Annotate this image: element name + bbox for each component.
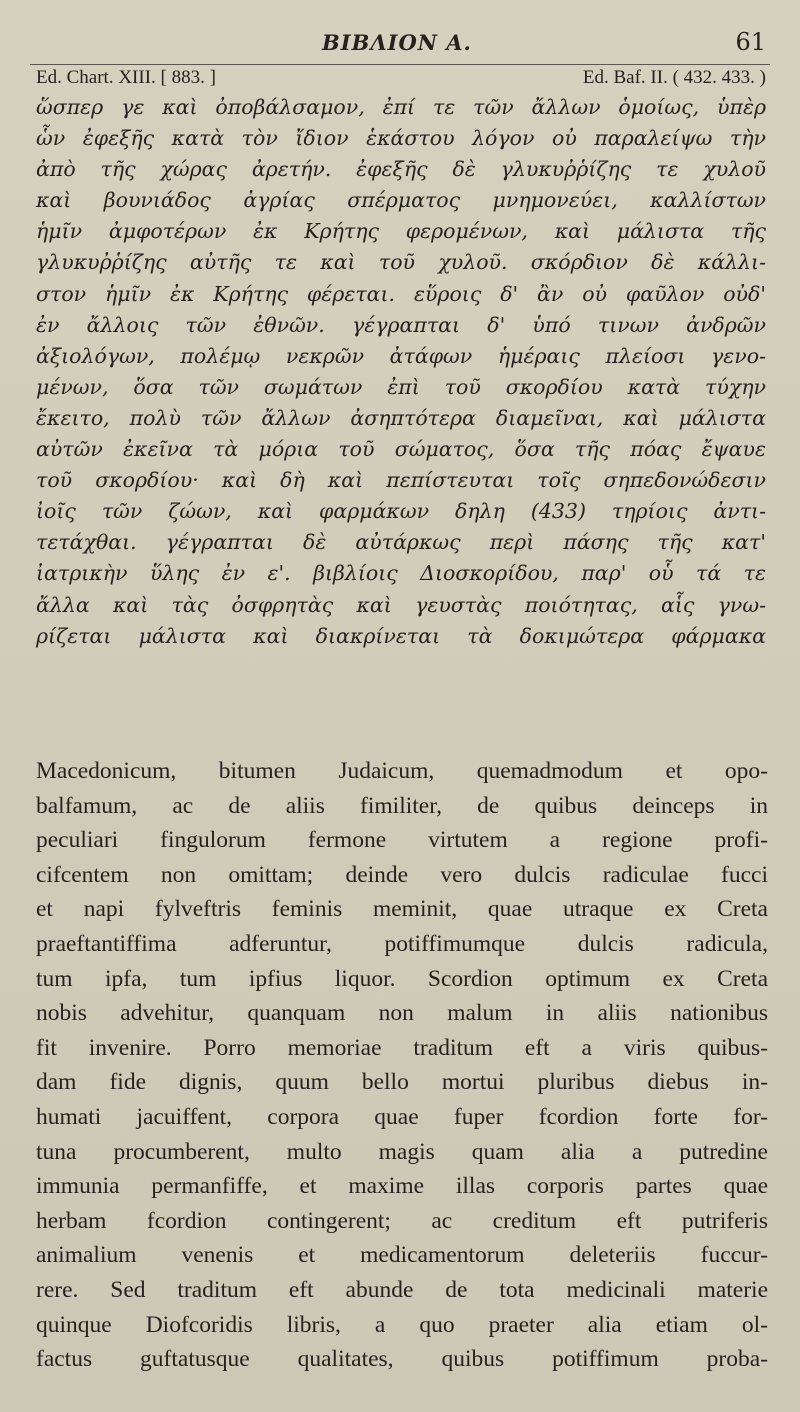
greek-text-line: ὥσπερ γε καὶ ὀποβάλσαμον, ἐπί τε τῶν ἄλλων ὁμοίως, ὑπὲρ [36,95,766,119]
latin-text-line: animalium venenis et medicamentorum deleteriis fuccur- [36,1242,768,1269]
greek-text-line: ἰατρικὴν ὕλης ἐν ε'. βιβλίοις Διοσκορίδου, παρ' οὗ τά τε [36,561,766,586]
greek-text-line: ἡμῖν ἀμφοτέρων ἐκ Κρήτης φερομένων, καὶ μάλιστα τῆς [36,219,766,244]
greek-text-line: ἔκειτο, πολὺ τῶν ἄλλων ἀσηπτότερα διαμεῖναι, καὶ μάλιστα [36,405,766,430]
edition-reference-line [36,67,766,93]
greek-text-line: ἰοῖς τῶν ζώων, καὶ φαρμάκων δηλη (433) τηρίοις ἀντι- [36,499,766,524]
greek-text-line: γλυκυῤῥίζης αὐτῆς τε καὶ τοῦ χυλοῦ. σκόρδιον δὲ κάλλι- [36,250,766,275]
latin-text-line: herbam fcordion contingerent; ac creditum eft putriferis [36,1207,768,1234]
greek-text-block [36,92,766,652]
greek-text-line: ἄλλα καὶ τὰς ὀσφρητὰς καὶ γευστὰς ποιότητας, αἷς γνω- [36,592,766,617]
header-rule [30,64,770,65]
latin-text-line: peculiari fingulorum fermone virtutem a regione profi- [36,827,768,854]
latin-text-line: tum ipfa, tum ipfius liquor. Scordion optimum ex Creta [36,965,768,992]
latin-text-line: quinque Diofcoridis libris, a quo praeter alia etiam ol- [36,1311,768,1338]
greek-text-line: ρίζεται μάλιστα καὶ διακρίνεται τὰ δοκιμώτερα φάρμακα [36,623,766,648]
greek-text-line: καὶ βουνιάδος ἀγρίας σπέρματος μνημονεύει, καλλίστων [36,188,766,213]
latin-text-line: nobis advehitur, quanquam non malum in aliis nationibus [36,1000,768,1027]
page-number: 61 [735,28,766,56]
latin-text-line: praeftantiffima adferuntur, potiffimumque dulcis radicula, [36,930,768,957]
page-header [0,28,800,62]
latin-text-line: Macedonicum, bitumen Judaicum, quemadmodum et opo- [36,758,768,784]
latin-text-line: factus guftatusque qualitates, quibus potiffimum proba- [36,1346,768,1373]
latin-text-line: tuna procumberent, multo magis quam alia a putredine [36,1138,768,1165]
greek-text-line: τοῦ σκορδίου· καὶ δὴ καὶ πεπίστευται τοῖς σηπεδονώδεσιν [36,468,766,493]
latin-text-line: cifcentem non omittam; deinde vero dulcis radiculae fucci [36,861,768,888]
greek-text-line: ἀπὸ τῆς χώρας ἀρετήν. ἐφεξῆς δὲ γλυκυῤῥίζης τε χυλοῦ [36,157,766,182]
greek-text-line: ἀξιολόγων, πολέμῳ νεκρῶν ἀτάφων ἡμέραις πλείοσι γενο- [36,343,766,368]
greek-text-line: ὧν ἐφεξῆς κατὰ τὸν ἴδιον ἑκάστου λόγον οὐ παραλείψω τὴν [36,126,766,151]
running-title: BIBΛION A. [322,30,472,55]
greek-text-line: ἐν ἄλλοις τῶν ἐθνῶν. γέγραπται δ' ὑπό τινων ἀνδρῶν [36,312,766,337]
latin-text-line: rere. Sed traditum eft abunde de tota medicinali materie [36,1276,768,1303]
edition-reference-right: Ed. Baf. II. ( 432. 433. ) [582,67,766,88]
latin-text-block [36,754,768,1377]
latin-text-line: et napi fylveftris feminis meminit, quae utraque ex Creta [36,896,768,923]
greek-text-line: αὐτῶν ἐκεῖνα τὰ μόρια τοῦ σώματος, ὅσα τῆς πόας ἔψαυε [36,437,766,462]
latin-text-line: dam fide dignis, quum bello mortui pluribus diebus in- [36,1069,768,1096]
edition-reference-left: Ed. Chart. XIII. [ 883. ] [36,67,216,88]
greek-text-line: μένων, ὅσα τῶν σωμάτων ἐπὶ τοῦ σκορδίου κατὰ τύχην [36,374,766,399]
greek-text-line: τετάχθαι. γέγραπται δὲ αὐτάρκως περὶ πάσης τῆς κατ' [36,530,766,555]
latin-text-line: balfamum, ac de aliis fimiliter, de quibus deinceps in [36,792,768,819]
latin-text-line: humati jacuiffent, corpora quae fuper fcordion forte for- [36,1103,768,1130]
greek-text-line: στον ἡμῖν ἐκ Κρήτης φέρεται. εὕροις δ' ἂν οὐ φαῦλον οὐδ' [36,281,766,306]
latin-text-line: fit invenire. Porro memoriae traditum eft a viris quibus- [36,1034,768,1061]
latin-text-line: immunia permanfiffe, et maxime illas corporis partes quae [36,1173,768,1200]
